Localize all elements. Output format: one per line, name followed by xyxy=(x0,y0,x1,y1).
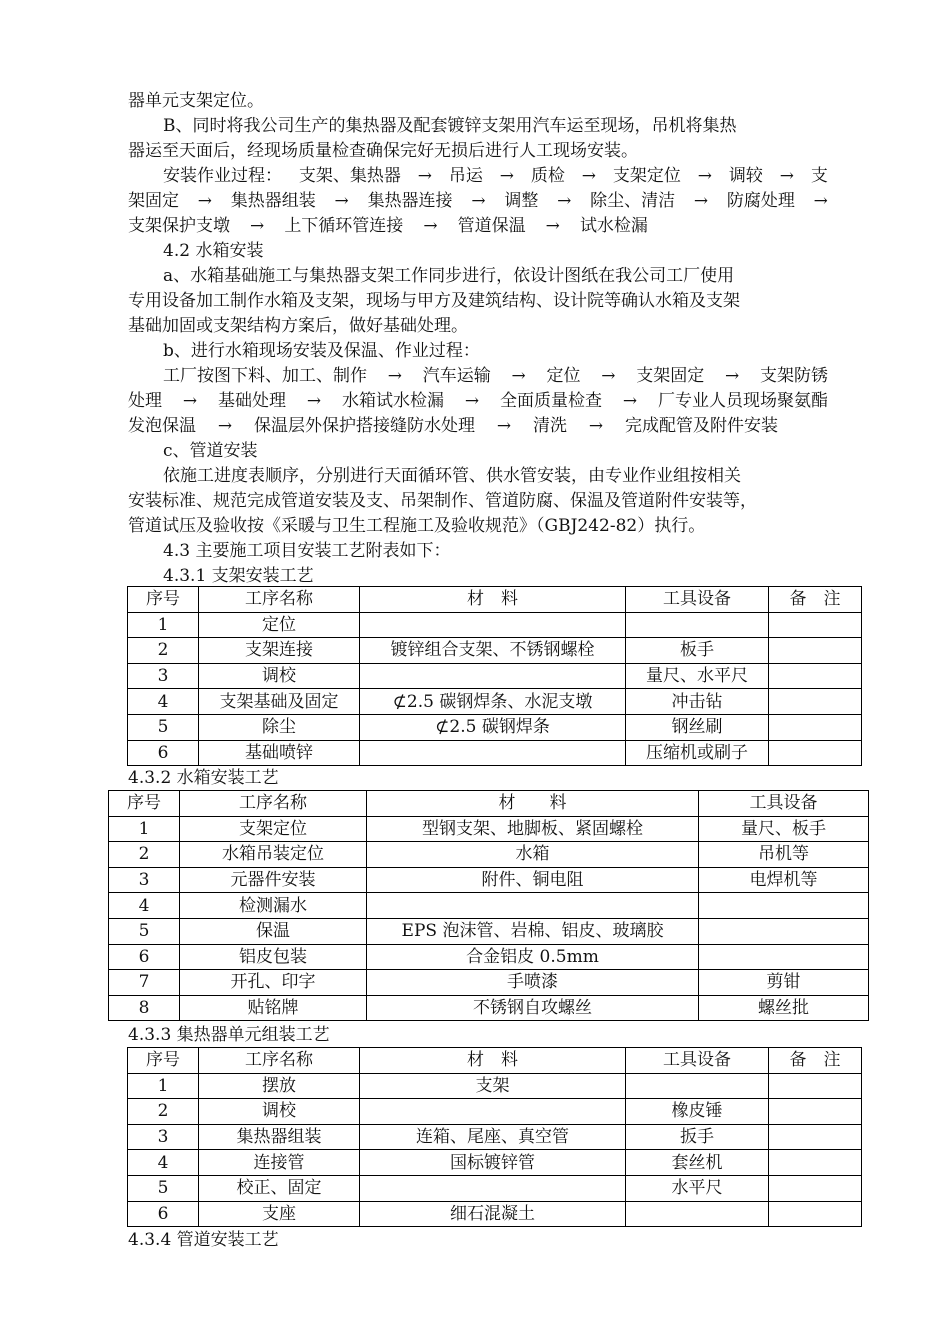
arrow-icon: → xyxy=(423,216,438,236)
header-cell: 工具设备 xyxy=(626,1048,769,1074)
table-row xyxy=(109,867,869,893)
cell xyxy=(367,893,699,919)
paragraph-line: 管道试压及验收按《采暖与卫生工程施工及验收规范》（GBJ242-82）执行。 xyxy=(128,516,706,536)
arrow-icon: → xyxy=(496,416,512,436)
cell: 1 xyxy=(128,1073,199,1099)
cell: 检测漏水 xyxy=(180,893,367,919)
arrow-icon: → xyxy=(197,191,213,211)
header-cell: 备 注 xyxy=(769,587,862,613)
cell: 3 xyxy=(109,867,180,893)
flow-step: 定位 xyxy=(546,366,581,386)
arrow-icon: → xyxy=(697,166,712,186)
cell: 2 xyxy=(109,842,180,868)
cell xyxy=(360,1099,626,1125)
cell: 量尺、水平尺 xyxy=(626,663,769,689)
table-row xyxy=(128,689,862,715)
arrow-icon: → xyxy=(693,191,709,211)
flow-step: 基础处理 xyxy=(218,391,286,411)
header-cell: 序号 xyxy=(128,1048,199,1074)
cell: 贴铭牌 xyxy=(180,995,367,1021)
cell: 连接管 xyxy=(199,1150,360,1176)
paragraph-line: a、水箱基础施工与集热器支架工作同步进行，依设计图纸在我公司工厂使用 xyxy=(163,266,735,286)
cell: 支架连接 xyxy=(199,638,360,664)
cell: 板手 xyxy=(626,638,769,664)
water-tank-installation-table xyxy=(108,790,869,1021)
arrow-icon: → xyxy=(464,391,480,411)
paragraph-line: 依施工进度表顺序，分别进行天面循环管、供水管安装，由专业作业组按相关 xyxy=(163,466,741,486)
table-caption: 4.3.3 集热器单元组装工艺 xyxy=(128,1025,330,1045)
table-row xyxy=(128,612,862,638)
cell: 校正、固定 xyxy=(199,1175,360,1201)
cell xyxy=(626,612,769,638)
flow-step: 发泡保温 xyxy=(128,416,196,436)
flow-step: 水箱试水检漏 xyxy=(342,391,444,411)
cell: 钢丝刷 xyxy=(626,714,769,740)
cell: 6 xyxy=(109,944,180,970)
cell: 剪钳 xyxy=(699,970,869,996)
cell: ⊄2.5 碳钢焊条 xyxy=(360,714,626,740)
cell: 摆放 xyxy=(199,1073,360,1099)
table-row xyxy=(128,740,862,766)
flow-step: 调较 xyxy=(728,166,763,186)
cell: 1 xyxy=(128,612,199,638)
cell: 型钢支架、地脚板、紧固螺栓 xyxy=(367,816,699,842)
flow-step: 支架固定 xyxy=(636,366,705,386)
flow-step: 支架防锈 xyxy=(760,366,828,386)
cell xyxy=(769,612,862,638)
cell: 量尺、板手 xyxy=(699,816,869,842)
header-cell: 工具设备 xyxy=(699,791,869,817)
cell: 水箱吊装定位 xyxy=(180,842,367,868)
cell xyxy=(626,1073,769,1099)
flow-step: 质检 xyxy=(530,166,565,186)
arrow-icon: → xyxy=(334,191,349,211)
cell: 冲击钻 xyxy=(626,689,769,715)
header-cell: 工序名称 xyxy=(199,587,360,613)
cell: 4 xyxy=(128,1150,199,1176)
header-cell: 工序名称 xyxy=(180,791,367,817)
table-row xyxy=(128,1175,862,1201)
cell: 细石混凝土 xyxy=(360,1201,626,1227)
cell xyxy=(360,740,626,766)
arrow-icon: → xyxy=(813,191,828,211)
cell: 支架基础及固定 xyxy=(199,689,360,715)
cell xyxy=(769,740,862,766)
table-header-row xyxy=(128,1048,862,1074)
cell xyxy=(360,663,626,689)
cell: 橡皮锤 xyxy=(626,1099,769,1125)
table-caption: 4.3.2 水箱安装工艺 xyxy=(128,768,279,788)
arrow-icon: → xyxy=(725,366,740,386)
arrow-icon: → xyxy=(387,366,402,386)
table-row xyxy=(109,995,869,1021)
cell: 5 xyxy=(128,714,199,740)
cell: 水平尺 xyxy=(626,1175,769,1201)
table-row xyxy=(128,1073,862,1099)
cell xyxy=(769,663,862,689)
flow-step: 汽车运输 xyxy=(422,366,491,386)
header-cell: 序号 xyxy=(128,587,199,613)
cell xyxy=(769,1175,862,1201)
cell: 2 xyxy=(128,1099,199,1125)
cell xyxy=(769,1099,862,1125)
arrow-icon: → xyxy=(779,166,794,186)
flow-step: 吊运 xyxy=(448,166,483,186)
cell: 支座 xyxy=(199,1201,360,1227)
flow-step: 调整 xyxy=(504,191,539,211)
arrow-icon: → xyxy=(581,166,596,186)
header-cell: 工序名称 xyxy=(199,1048,360,1074)
cell xyxy=(699,918,869,944)
cell: 支架 xyxy=(360,1073,626,1099)
cell: 铝皮包装 xyxy=(180,944,367,970)
arrow-icon: → xyxy=(250,216,265,236)
cell: EPS 泡沫管、岩棉、铝皮、玻璃胶 xyxy=(367,918,699,944)
cell: 压缩机或刷子 xyxy=(626,740,769,766)
header-cell: 材 料 xyxy=(360,587,626,613)
bracket-installation-table xyxy=(127,586,862,766)
table-header-row xyxy=(109,791,869,817)
table-row xyxy=(128,1124,862,1150)
cell: 2 xyxy=(128,638,199,664)
paragraph-line: B、同时将我公司生产的集热器及配套镀锌支架用汽车运至现场，吊机将集热 xyxy=(163,116,737,136)
cell: 调校 xyxy=(199,663,360,689)
header-cell: 工具设备 xyxy=(626,587,769,613)
cell xyxy=(769,638,862,664)
cell: 开孔、印字 xyxy=(180,970,367,996)
arrow-icon: → xyxy=(511,366,526,386)
cell: 手喷漆 xyxy=(367,970,699,996)
flow-step: 保温层外保护搭接缝防水处理 xyxy=(254,416,475,436)
arrow-icon: → xyxy=(217,416,233,436)
cell xyxy=(699,893,869,919)
flow-step: 处理 xyxy=(128,391,162,411)
flow-step: 上下循环管连接 xyxy=(284,216,404,236)
cell: 支架定位 xyxy=(180,816,367,842)
cell xyxy=(769,689,862,715)
cell xyxy=(769,714,862,740)
arrow-icon: → xyxy=(588,416,604,436)
cell: 套丝机 xyxy=(626,1150,769,1176)
table-row xyxy=(109,816,869,842)
table-row xyxy=(128,714,862,740)
paragraph-line: 基础加固或支架结构方案后，做好基础处理。 xyxy=(128,316,468,336)
table-caption: 4.3.1 支架安装工艺 xyxy=(163,566,314,586)
flow-step: 工厂按图下料、加工、制作 xyxy=(163,366,367,386)
cell: 合金铝皮 0.5mm xyxy=(367,944,699,970)
cell xyxy=(699,944,869,970)
cell xyxy=(769,1150,862,1176)
paragraph-line: 专用设备加工制作水箱及支架，现场与甲方及建筑结构、设计院等确认水箱及支架 xyxy=(128,291,740,311)
flow-step: 管道保温 xyxy=(457,216,526,236)
flow-step: 清洗 xyxy=(533,416,567,436)
cell: 连箱、尾座、真空管 xyxy=(360,1124,626,1150)
cell: 6 xyxy=(128,740,199,766)
table-caption: 4.3.4 管道安装工艺 xyxy=(128,1230,279,1250)
process-flow-line xyxy=(128,189,828,214)
process-flow-line xyxy=(163,364,828,389)
cell: 元器件安装 xyxy=(180,867,367,893)
cell: 调校 xyxy=(199,1099,360,1125)
flow-step: 完成配管及附件安装 xyxy=(625,416,778,436)
cell: ⊄2.5 碳钢焊条、水泥支墩 xyxy=(360,689,626,715)
cell xyxy=(360,612,626,638)
table-row xyxy=(128,663,862,689)
cell xyxy=(769,1124,862,1150)
arrow-icon: → xyxy=(499,166,514,186)
table-header-row xyxy=(128,587,862,613)
flow-step: 支 xyxy=(810,166,828,186)
process-flow-line xyxy=(128,389,828,414)
table-row xyxy=(128,638,862,664)
cell: 3 xyxy=(128,1124,199,1150)
cell: 不锈钢自攻螺丝 xyxy=(367,995,699,1021)
cell: 国标镀锌管 xyxy=(360,1150,626,1176)
cell: 集热器组装 xyxy=(199,1124,360,1150)
collector-assembly-table xyxy=(127,1047,862,1227)
cell: 水箱 xyxy=(367,842,699,868)
table-row xyxy=(109,970,869,996)
flow-step: 试水检漏 xyxy=(579,216,648,236)
cell: 定位 xyxy=(199,612,360,638)
section-heading: 4.2 水箱安装 xyxy=(163,241,264,261)
header-cell: 材 料 xyxy=(367,791,699,817)
cell: 5 xyxy=(109,918,180,944)
cell: 8 xyxy=(109,995,180,1021)
table-row xyxy=(109,944,869,970)
arrow-icon: → xyxy=(471,191,486,211)
cell: 保温 xyxy=(180,918,367,944)
paragraph-line: b、进行水箱现场安装及保温、作业过程： xyxy=(163,341,480,361)
cell: 附件、铜电阻 xyxy=(367,867,699,893)
cell xyxy=(360,1175,626,1201)
process-flow-line xyxy=(128,214,648,239)
table-row xyxy=(128,1201,862,1227)
flow-step: 防腐处理 xyxy=(726,191,795,211)
table-row xyxy=(128,1099,862,1125)
flow-intro: 安装作业过程： xyxy=(163,166,282,186)
cell: 1 xyxy=(109,816,180,842)
paragraph-line: 器单元支架定位。 xyxy=(128,91,264,111)
cell: 4 xyxy=(109,893,180,919)
flow-step: 厂专业人员现场聚氨酯 xyxy=(658,391,828,411)
flow-step: 支架、集热器 xyxy=(298,166,401,186)
cell: 6 xyxy=(128,1201,199,1227)
arrow-icon: → xyxy=(306,391,322,411)
table-row xyxy=(128,1150,862,1176)
flow-step: 集热器连接 xyxy=(367,191,453,211)
process-flow-line xyxy=(128,414,778,439)
cell xyxy=(769,1201,862,1227)
cell: 吊机等 xyxy=(699,842,869,868)
cell: 4 xyxy=(128,689,199,715)
flow-step: 支架保护支墩 xyxy=(128,216,230,236)
cell xyxy=(769,1073,862,1099)
flow-step: 除尘、清洁 xyxy=(590,191,676,211)
flow-step: 全面质量检查 xyxy=(500,391,602,411)
flow-step: 架固定 xyxy=(128,191,179,211)
cell: 电焊机等 xyxy=(699,867,869,893)
arrow-icon: → xyxy=(545,216,560,236)
paragraph-line: 安装标准、规范完成管道安装及支、吊架制作、管道防腐、保温及管道附件安装等， xyxy=(128,491,757,511)
arrow-icon: → xyxy=(622,391,638,411)
cell: 5 xyxy=(128,1175,199,1201)
arrow-icon: → xyxy=(557,191,572,211)
header-cell: 材 料 xyxy=(360,1048,626,1074)
flow-step: 支架定位 xyxy=(612,166,681,186)
paragraph-line: 器运至天面后，经现场质量检查确保完好无损后进行人工现场安装。 xyxy=(128,141,638,161)
arrow-icon: → xyxy=(182,391,198,411)
section-heading: c、管道安装 xyxy=(163,441,258,461)
cell: 3 xyxy=(128,663,199,689)
cell: 扳手 xyxy=(626,1124,769,1150)
cell: 基础喷锌 xyxy=(199,740,360,766)
header-cell: 备 注 xyxy=(769,1048,862,1074)
section-heading: 4.3 主要施工项目安装工艺附表如下： xyxy=(163,541,451,561)
process-flow-line xyxy=(163,164,828,189)
arrow-icon: → xyxy=(417,166,432,186)
cell: 螺丝批 xyxy=(699,995,869,1021)
table-row xyxy=(109,893,869,919)
cell: 镀锌组合支架、不锈钢螺栓 xyxy=(360,638,626,664)
arrow-icon: → xyxy=(601,366,616,386)
cell: 除尘 xyxy=(199,714,360,740)
table-row xyxy=(109,918,869,944)
header-cell: 序号 xyxy=(109,791,180,817)
cell: 7 xyxy=(109,970,180,996)
flow-step: 集热器组装 xyxy=(230,191,316,211)
cell xyxy=(626,1201,769,1227)
table-row xyxy=(109,842,869,868)
